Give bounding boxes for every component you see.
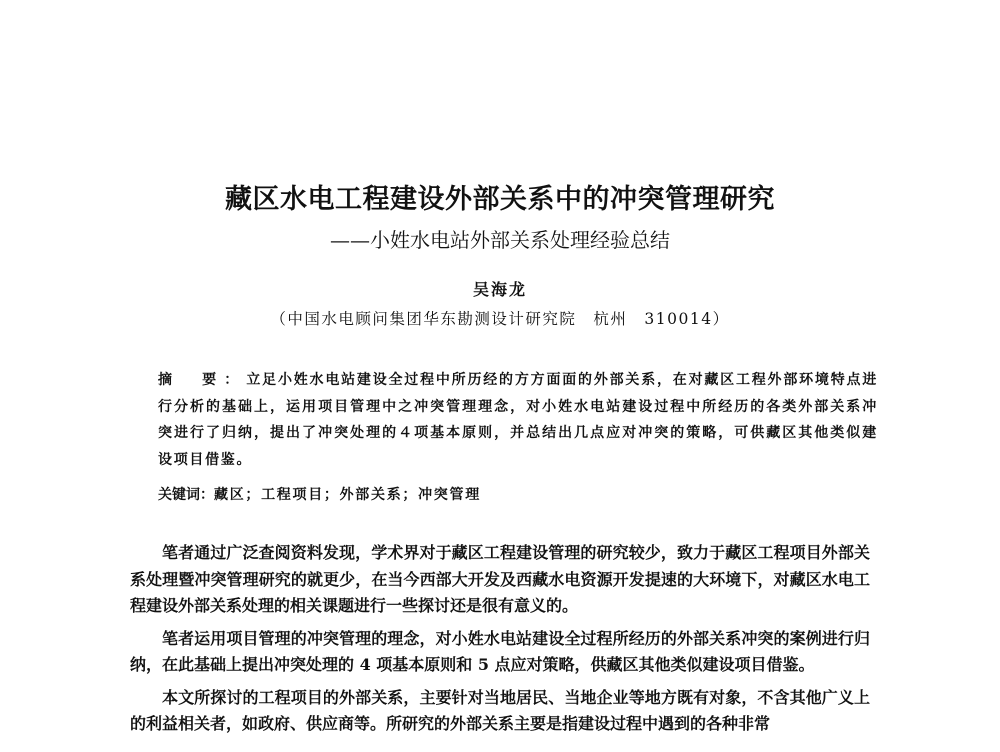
keywords-text: 藏区；工程项目；外部关系；冲突管理	[214, 487, 481, 503]
abstract-text: 立足小姓水电站建设全过程中所历经的方方面面的外部关系，在对藏区工程外部环境特点进行分析的基础上，运用项目管理中之冲突管理理念，对小姓水电站建设过程中所经历的各类外部关系冲突进行了归纳，提出了冲突处理的４项基本原则，并总结出几点应对冲突的策略，可供藏区其他类似建设项目借鉴。	[158, 372, 879, 468]
body-paragraph: 笔者通过广泛查阅资料发现，学术界对于藏区工程建设管理的研究较少，致力于藏区工程项目外部关系处理暨冲突管理研究的就更少，在当今西部大开发及西藏水电资源开发提速的大环境下，对藏区水电工程建设外部关系处理的相关课题进行一些探讨还是很有意义的。	[130, 543, 870, 615]
author-affiliation: （中国水电顾问集团华东勘测设计研究院 杭州 310014）	[270, 310, 730, 328]
abstract	[158, 367, 878, 473]
body-paragraph: 本文所探讨的工程项目的外部关系，主要针对当地居民、当地企业等地方既有对象，不含其他广义上的利益相关者，如政府、供应商等。所研究的外部关系主要是指建设过程中遇到的各种非常	[130, 687, 870, 733]
body-paragraph: 笔者运用项目管理的冲突管理的理念，对小姓水电站建设全过程所经历的外部关系冲突的案例进行归纳，在此基础上提出冲突处理的 4 项基本原则和 5 点应对策略，供藏区其他类似建设项目借鉴。	[130, 628, 870, 674]
author-name: 吴海龙	[472, 280, 527, 299]
paper-subtitle: ——小姓水电站外部关系处理经验总结	[330, 228, 670, 252]
keywords-label: 关键词：	[158, 487, 214, 503]
body-text	[130, 540, 870, 744]
abstract-label: 摘 要：	[158, 372, 247, 388]
keywords	[158, 483, 878, 507]
paper-title: 藏区水电工程建设外部关系中的冲突管理研究	[225, 184, 775, 215]
